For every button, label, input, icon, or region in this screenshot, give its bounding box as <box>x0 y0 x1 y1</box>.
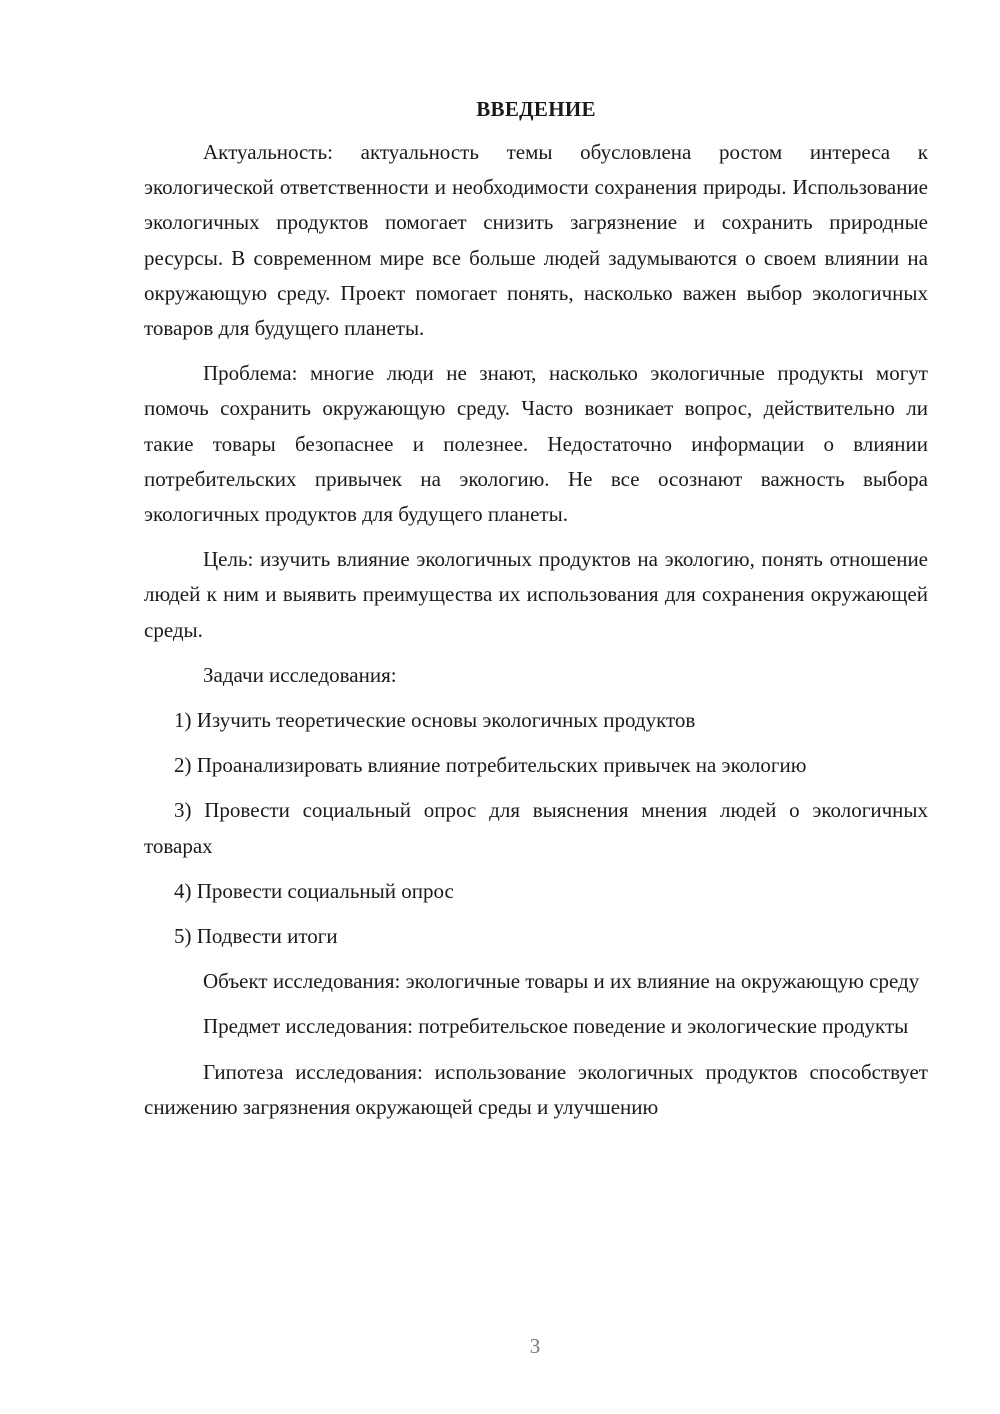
document-page <box>144 92 928 1135</box>
paragraph-problem: Проблема: многие люди не знают, насколько экологичные продукты могут помочь сохранить окружающую среду. Часто возникает вопрос, действительно ли такие товары безопаснее и полезнее. Недостаточно информации о влиянии потребительских привычек на экологию. Не все осознают важность выбора экологичных продуктов для будущего планеты. <box>144 361 928 527</box>
paragraph-hypothesis: Гипотеза исследования: использование экологичных продуктов способствует снижению загрязнения окружающей среды и улучшению <box>144 1059 928 1119</box>
section-title: ВВЕДЕНИЕ <box>476 97 596 121</box>
task-item-2: 2) Проанализировать влияние потребительских привычек на экологию <box>174 753 807 778</box>
task-item-1: 1) Изучить теоретические основы экологичных продуктов <box>174 708 696 733</box>
paragraph-subject: Предмет исследования: потребительское поведение и экологические продукты <box>203 1014 909 1039</box>
paragraph-goal: Цель: изучить влияние экологичных продуктов на экологию, понять отношение людей к ним и выявить преимущества их использования для сохранения окружающей среды. <box>144 547 928 642</box>
paragraph-relevance: Актуальность: актуальность темы обусловлена ростом интереса к экологической ответственности и необходимости сохранения природы. Использование экологичных продуктов помогает снизить загрязнение и сохранить природные ресурсы. В современном мире все больше людей задумываются о своем влиянии на окружающую среду. Проект помогает понять, насколько важен выбор экологичных товаров для будущего планеты. <box>144 140 928 341</box>
task-item-5: 5) Подвести итоги <box>174 924 338 949</box>
paragraph-object: Объект исследования: экологичные товары и их влияние на окружающую среду <box>203 969 920 994</box>
task-item-4: 4) Провести социальный опрос <box>174 878 454 903</box>
page-number: 3 <box>529 1334 541 1358</box>
task-item-3: 3) Провести социальный опрос для выяснения мнения людей о экологичных товарах <box>144 798 928 858</box>
paragraph-tasks-heading: Задачи исследования: <box>203 662 397 687</box>
